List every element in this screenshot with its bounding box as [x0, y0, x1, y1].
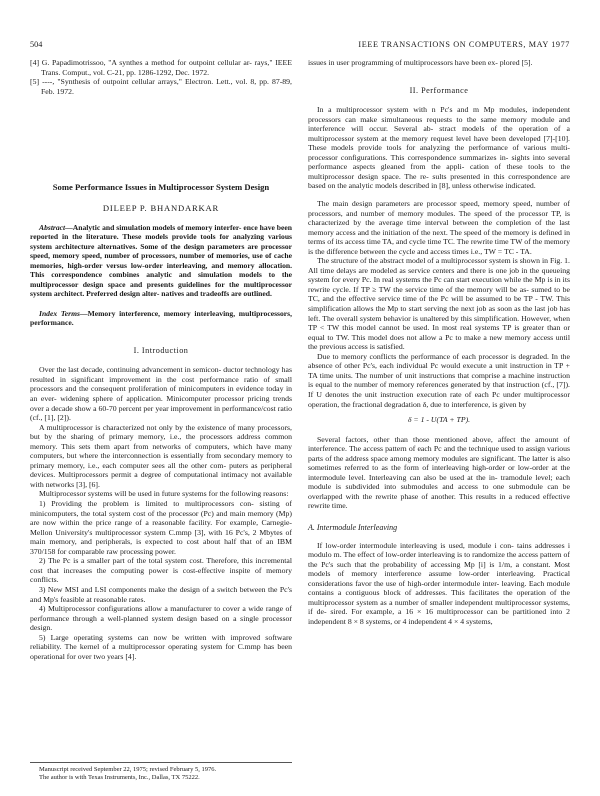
- paragraph: In a multiprocessor system with n Pc's and m Mp modules, independent processors can make simultaneous requests to the same memory module and interference will occur. Several ab- stract models of the operation of a multiprocessor system at the memory request level have been developed [7]-[10]. These models provide tools for analyzing the performance of various multi- processor configurations. This correspondence summarizes in- sights into several performance aspects gleaned from the appli- cation of these tools to the multiprocessor design space. The re- sults presented in this correspondence are based on the analytic models described in [8], unless otherwise indicated.: [308, 105, 570, 191]
- running-header: [30, 40, 570, 52]
- paragraph: Several factors, other than those mentioned above, affect the amount of interference. The access pattern of each Pc and the technique used to assign various parts of the address space among memory modules are significant. The latter is also sometimes referred to as the form of interleaving high-order or low-order at the intermodule level. Interleaving can also be used at the in- tramodule level; each module is subdivided into submodules and access to one submodule can be overlapped with the rewrite phase of another. This results in a reduced effective rewrite time.: [308, 434, 570, 511]
- running-title: IEEE TRANSACTIONS ON COMPUTERS, MAY 1977: [358, 40, 570, 49]
- footnote-affiliation: The author is with Texas Instruments, Inc., Dallas, TX 75222.: [39, 774, 200, 781]
- index-terms-label: Index Terms: [39, 308, 80, 318]
- paragraph: Over the last decade, continuing advancement in semicon- ductor technology has resulted in significant improvement in the cost performance ratio of small processors and the consequent proliferation of minicomputers in evidence today in an ever- widening sphere of application. Minicomputer processor pricing trends over a decade show a 60-70 percent per year improvement in performance/cost ratio (cf., [1], [2]).: [30, 365, 292, 423]
- paragraph: issues in user programming of multiprocessors have been ex- plored [5].: [308, 58, 533, 67]
- abstract: [30, 223, 292, 299]
- list-item: 4) Multiprocessor configurations allow a manufacturer to cover a wide range of performance through a well-planned system design based on a single processor design.: [30, 604, 292, 633]
- footnote-received: Manuscript received September 22, 1975; revised February 5, 1976.: [39, 766, 217, 773]
- equation: δ = 1 - U(TA + TP).: [407, 415, 471, 425]
- section-heading-introduction: I. Introduction: [133, 345, 189, 355]
- spacer: [308, 191, 570, 199]
- paragraph: If low-order intermodule interleaving is used, module i con- tains addresses i modulo m. The effect of low-order interleaving is to randomize the access pattern of the Pc's such that the probability of accessing Mp [i] is 1/m, a constant. Most models of memory interference assume low-order interleaving. Practical considerations favor the use of high-order intermodule inter- leaving. Each module contains a contiguous block of addresses. This facilitates the operation of the multiprocessor system as a number of smaller independent multiprocessor systems, if de- sired. For example, a 16 × 16 multiprocessor can be partitioned into 2 independent 8 × 8 systems, or 4 independent 4 × 4 systems,: [308, 540, 570, 626]
- abstract-text: —Analytic and simulation models of memory interfer- ence have been reported in the literature. These models provide tools for analyzing various system architecture alternatives. Some of the design parameters are processor speed, memory speed, number of processors, number of memories, use of cache memories, high-order versus low-order interleaving, and memory allocation. This correspondence combines analytic and simulation models to the multiprocessor design space and presents guidelines for the multiprocessor system architect. Preferred design alter- natives and tradeoffs are outlined.: [30, 222, 292, 299]
- page-number: 504: [30, 40, 43, 49]
- paragraph: The main design parameters are processor speed, memory speed, number of processors, and number of memory modules. The speed of the processor TP, is characterized by the average time interval between the completion of the last memory access and the initiation of the next. The speed of the memory is defined in terms of its access time TA, and cycle time TC. The rewrite time TW of the memory is the difference between the cycle and access times i.e., TW = TC - TA.: [308, 199, 570, 256]
- list-item: 5) Large operating systems can now be written with improved software reliability. The kernel of a multiprocessor operating system for C.mmp has been operational for over two years [4].: [30, 632, 292, 661]
- left-column: [30, 58, 292, 661]
- paragraph: Multiprocessor systems will be used in future systems for the following reasons:: [39, 489, 289, 499]
- reference-item: [5] ----, "Synthesis of outpoint cellular arrays," Electron. Lett., vol. 8, pp. 87-89, Feb. 1972.: [30, 77, 292, 96]
- list-item: 2) The Pc is a smaller part of the total system cost. Therefore, this incremental cost that increases the computing power is cost-effective inspite of memory conflicts.: [30, 556, 292, 585]
- footnote: [30, 762, 292, 782]
- list-item: 3) New MSI and LSI components make the design of a switch between the Pc's and Mp's feasible at reasonable rates.: [30, 584, 292, 604]
- article-title: Some Performance Issues in Multiprocessor System Design: [52, 182, 270, 193]
- right-column: [308, 58, 570, 626]
- index-terms: [30, 309, 292, 328]
- paragraph: A multiprocessor is characterized not only by the existence of many processors, but by the sharing of primary memory, i.e., the processors address common memory. This sets them apart from networks of computers, which have many computers, but where the interconnection is essentially from secondary memory to primary memory, i.e., each computer sees all the other com- puters as peripheral devices. Multiprocessors permit a degree of computational intimacy not available with networks [3], [6].: [30, 422, 292, 489]
- subsection-heading: A. Intermodule Interleaving: [308, 522, 398, 532]
- section-heading-performance: II. Performance: [409, 85, 469, 95]
- article-author: DILEEP P. BHANDARKAR: [102, 203, 220, 214]
- reference-item: [4] G. Papadimotrissoo, "A synthes a method for outpoint cellular ar- rays," IEEE Trans. Comput., vol. C-21, pp. 1286-1292, Dec. 1972.: [30, 58, 292, 77]
- abstract-label: Abstract: [39, 222, 66, 232]
- list-item: 1) Providing the problem is limited to multiprocessors con- sisting of minicomputers, the total system cost of the processor (Pc) and main memory (Mp) are now within the price range of a reasonable facility. For example, Carnegie-Mellon University's multiprocessor system C.mmp [3], with 16 Pc's, 2 Mbytes of main memory, and peripherals, is expected to cost about half that of an IBM 370/158 for comparable raw processing power.: [30, 499, 292, 556]
- index-terms-text: —Memory interference, memory interleaving, multiprocessors, performance.: [30, 308, 293, 328]
- paragraph: Due to memory conflicts the performance of each processor is degraded. In the absence of other Pc's, each individual Pc would execute a unit instruction in TP + TA time units. The number of unit instructions that comprise a machine instruction is equal to the number of memory references generated by that instruction (cf., [7]). If U denotes the unit instruction execution rate of each Pc under multiprocessor operation, the fractional degradation δ, due to interference, is given by: [308, 351, 570, 409]
- paragraph: The structure of the abstract model of a multiprocessor system is shown in Fig. 1. All time delays are modeled as service centers and there is one job in the queueing system for every Pc. In real systems the Pc can start execution while the Mp is in its rewrite cycle. If TP ≥ TW the service time of the memory will be as- sumed to be TC, and the effective service time of the Pc will be assumed to be TP - TW. This simplification allows the Mp to start serving the next job as soon as the last job has left. The overall system behavior is unaltered by this simplification. However, when TP < TW this model cannot be used. In most real systems TP is greater than or equal to TW. This model does not allow a Pc to make a new memory access until the previous access is satisfied.: [308, 256, 570, 352]
